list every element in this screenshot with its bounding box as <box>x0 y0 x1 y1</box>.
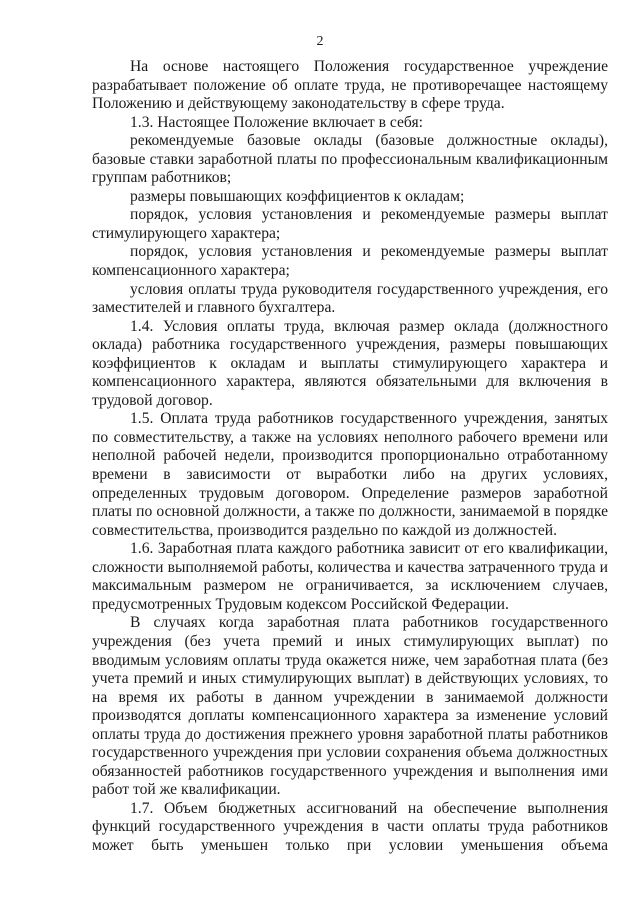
page-number: 2 <box>316 34 324 49</box>
paragraph-1-7: 1.7. Объем бюджетных ассигнований на обеспечение выполнения функций государственного учреждения в части оплаты труда работников может быть уменьшен только при условии уменьшения объема <box>92 799 608 854</box>
paragraph-management-pay: условия оплаты труда руководителя государственного учреждения, его заместителей и главного бухгалтера. <box>92 280 608 317</box>
paragraph-compensation-payments: порядок, условия установления и рекомендуемые размеры выплат компенсационного характера; <box>92 243 608 280</box>
paragraph-base-salaries: рекомендуемые базовые оклады (базовые должностные оклады), базовые ставки заработной платы по профессиональным квалификационным группам работников; <box>92 132 608 187</box>
paragraph-1-6: 1.6. Заработная плата каждого работника зависит от его квалификации, сложности выполняемой работы, количества и качества затраченного труда и максимальным размером не ограничивается, за исключением случаев, предусмотренных Трудовым кодексом Российской Федерации. <box>92 540 608 613</box>
paragraph-incentive-payments: порядок, условия установления и рекомендуемые размеры выплат стимулирующего характера; <box>92 206 608 242</box>
paragraph-intro: На основе настоящего Положения государственное учреждение разрабатывает положение об оплате труда, не противоречащее настоящему Положению и действующему законодательству в сфере труда. <box>92 58 608 113</box>
paragraph-coefficients: размеры повышающих коэффициентов к окладам; <box>130 187 465 205</box>
paragraph-1-4: 1.4. Условия оплаты труда, включая размер оклада (должностного оклада) работника государственного учреждения, размеры повышающих коэффициентов к окладам и выплаты стимулирующего характера и компенсационного характера, являются обязательными для включения в трудовой договор. <box>92 317 608 409</box>
paragraph-1-5: 1.5. Оплата труда работников государственного учреждения, занятых по совместительству, а также на условиях неполного рабочего времени или неполной рабочей недели, производится пропорционально отработанному времени в зависимости от выработки либо на других условиях, определенных трудовым договором. Определение размеров заработной платы по основной должности, а также по должности, занимаемой в порядке совместительства, производится раздельно по каждой из должностей. <box>92 410 608 539</box>
body-text <box>92 58 608 856</box>
paragraph-lower-pay-cases: В случаях когда заработная плата работников государственного учреждения (без учета премий и иных стимулирующих выплат) по вводимым условиям оплаты труда окажется ниже, чем заработная плата (без учета премий и иных стимулирующих выплат) в действующих условиях, то на время их работы в данном учреждении в занимаемой должности производятся доплаты компенсационного характера за изменение условий оплаты труда до достижения прежнего уровня заработной платы работников государственного учреждения при условии сохранения объема должностных обязанностей работников государственного учреждения и выполнения ими работ той же квалификации. <box>92 614 608 799</box>
paragraph-1-3-heading: 1.3. Настоящее Положение включает в себя: <box>130 113 423 131</box>
